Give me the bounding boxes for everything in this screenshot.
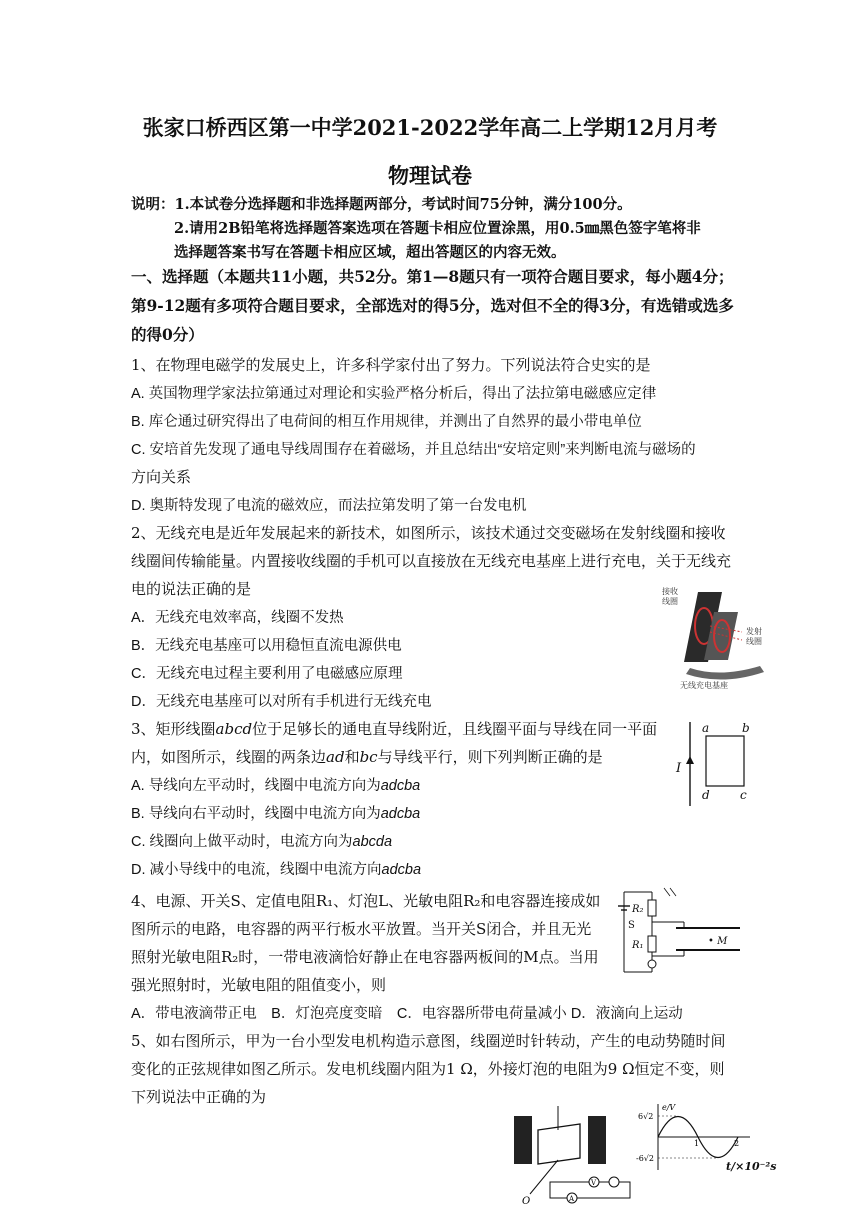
q2-stem-3: 电的说法正确的是 [131, 580, 252, 598]
q3-var: abcd [215, 720, 253, 738]
corner-c: c [740, 788, 747, 802]
q3-text: 3、矩形线圈 [131, 720, 216, 738]
q2-option-d: D．无线充电基座可以对所有手机进行无线充电 [131, 694, 432, 710]
q3-text: C. 线圈向上做平动时，电流方向为 [131, 834, 353, 850]
r1-label: R₁ [632, 940, 644, 951]
receiver-label-2: 线圈 [662, 597, 678, 606]
charger-base [686, 666, 764, 680]
q3-text: B. 导线向右平动时，线圈中电流方向为 [131, 806, 381, 822]
q3-var: adcba [380, 806, 421, 822]
instructions-label: 说明： [131, 196, 175, 213]
current-arrow-icon [686, 756, 694, 764]
q3-option-d [131, 858, 421, 879]
x-tick-2: 2 [734, 1139, 740, 1148]
corner-a: a [702, 721, 710, 735]
circuit-figure [614, 884, 744, 982]
q1-option-c: C. 安培首先发现了通电导线周围存在着磁场，并且总结出“安培定则”来判断电流与磁场的 [131, 442, 696, 458]
instructions [131, 193, 751, 265]
exam-subject: 物理试卷 [388, 163, 472, 188]
current-label: I [676, 761, 682, 776]
rotation-axis [530, 1160, 558, 1194]
q1-option-a: A. 英国物理学家法拉第通过对理论和实验严格分析后，得出了法拉第电磁感应定律 [131, 386, 657, 402]
q4-stem-2: 图所示的电路，电容器的两平行板水平放置。当开关S闭合，并且无光 [131, 920, 592, 938]
x-axis-unit-label: t/×10⁻²s [726, 1160, 777, 1173]
q3-option-b [131, 802, 420, 823]
q2-option-c: C．无线充电过程主要利用了电磁感应原理 [131, 666, 403, 682]
q5-stem-3: 下列说法中正确的为 [131, 1088, 267, 1106]
ammeter-label: A [569, 1195, 575, 1203]
switch-label: S [628, 920, 635, 931]
q4-options: A．带电液滴带正电 B．灯泡亮度变暗 C．电容器所带电荷量减小 D．液滴向上运动 [131, 1006, 683, 1022]
q1-option-d: D. 奥斯特发现了电流的磁效应，而法拉第发明了第一台发电机 [131, 498, 527, 514]
q3-text: 和 [344, 748, 360, 766]
section-1-header: 一、选择题（本题共11小题，共52分。第1—8题只有一项符合题目要求，每小题4分；第9-12题有多项符合题目要求，全部选对的得5分，选对但不全的得3分，有选错或选多的得0分） [131, 267, 734, 344]
magnet-n-pole [514, 1116, 532, 1164]
q3-stem-1 [131, 718, 657, 739]
transmitter-label-1: 发射 [746, 627, 762, 636]
x-tick-1: 1 [694, 1139, 700, 1148]
light-ray-icon [670, 888, 676, 896]
q2-stem-1: 2、无线充电是近年发展起来的新技术，如图所示，该技术通过交变磁场在发射线圈和接收 [131, 524, 726, 542]
q1-option-c-cont: 方向关系 [131, 468, 192, 486]
voltmeter-label: V [591, 1179, 597, 1187]
wire-loop-figure [672, 718, 782, 810]
q3-text: D. 减小导线中的电流，线圈中电流方向 [131, 862, 382, 878]
corner-d: d [702, 788, 710, 802]
rectangular-loop [706, 736, 744, 786]
q3-option-a [131, 774, 420, 795]
q3-text: 内，如图所示，线圈的两条边 [131, 748, 327, 766]
q3-var: adcba [381, 862, 422, 878]
q2-stem-2: 线圈间传输能量。内置接收线圈的手机可以直接放在无线充电基座上进行充电，关于无线充 [131, 552, 732, 570]
q3-var: abcda [352, 834, 393, 850]
resistor-r1 [648, 936, 656, 952]
rotor-coil [538, 1124, 580, 1164]
q5-stem-1: 5、如右图所示，甲为一台小型发电机构造示意图，线圈逆时针转动，产生的电动势随时间 [131, 1032, 726, 1050]
corner-b: b [742, 721, 750, 735]
q5-stem-2: 变化的正弦规律如图乙所示。发电机线圈内阻为1 Ω，外接灯泡的电阻为9 Ω恒定不变，则 [131, 1060, 725, 1078]
q3-stem-2 [131, 746, 603, 767]
y-axis-label: e/V [662, 1103, 676, 1112]
q1-option-b: B. 库仑通过研究得出了电荷间的相互作用规律，并测出了自然界的最小带电单位 [131, 414, 642, 430]
q3-var: adcba [380, 778, 421, 794]
q2-option-a: A．无线充电效率高，线圈不发热 [131, 610, 344, 626]
instruction-2a: 2.请用2B铅笔将选择题答案选项在答题卡相应位置涂黑，用0.5㎜黑色签字笔将非 [174, 220, 701, 237]
q3-text: 位于足够长的通电直导线附近，且线圈平面与导线在同一平面 [252, 720, 658, 738]
lamp-icon [648, 960, 656, 968]
droplet-m-label: • M [708, 936, 728, 947]
q3-var: ad [326, 748, 345, 766]
lamp-icon [609, 1177, 619, 1187]
q4-stem-4: 强光照射时，光敏电阻的阻值变小，则 [131, 976, 387, 994]
photoresistor-r2 [648, 900, 656, 916]
q3-text: A. 导线向左平动时，线圈中电流方向为 [131, 778, 381, 794]
q3-var: bc [359, 748, 378, 766]
y-max-label: 6√2 [638, 1112, 654, 1121]
q4-stem-1: 4、电源、开关S、定值电阻R₁、灯泡L、光敏电阻R₂和电容器连接成如 [131, 892, 601, 910]
charger-caption: 无线充电基座 [680, 681, 728, 690]
q2-option-b: B．无线充电基座可以用稳恒直流电源供电 [131, 638, 402, 654]
q4-stem-3: 照射光敏电阻R₂时，一带电液滴恰好静止在电容器两板间的M点。当用 [131, 948, 599, 966]
q3-text: 与导线平行，则下列判断正确的是 [377, 748, 603, 766]
axis-o-label: O [522, 1196, 531, 1206]
instruction-2b: 选择题答案书写在答题卡相应区域，超出答题区的内容无效。 [174, 244, 566, 261]
q1-stem: 1、在物理电磁学的发展史上，许多科学家付出了努力。下列说法符合史实的是 [131, 356, 651, 374]
receiver-label-1: 接收 [662, 587, 678, 596]
exam-title: 张家口桥西区第一中学2021-2022学年高二上学期12月月考 [142, 115, 718, 140]
wireless-charger-figure [660, 582, 780, 692]
light-ray-icon [664, 888, 670, 896]
r2-label: R₂ [632, 904, 644, 915]
y-min-label: -6√2 [636, 1154, 654, 1163]
instruction-1: 1.本试卷分选择题和非选择题两部分，考试时间75分钟，满分100分。 [174, 196, 632, 213]
q3-option-c [131, 830, 392, 851]
transmitter-label-2: 线圈 [746, 637, 762, 646]
generator-figure [510, 1102, 638, 1206]
magnet-s-pole [588, 1116, 606, 1164]
